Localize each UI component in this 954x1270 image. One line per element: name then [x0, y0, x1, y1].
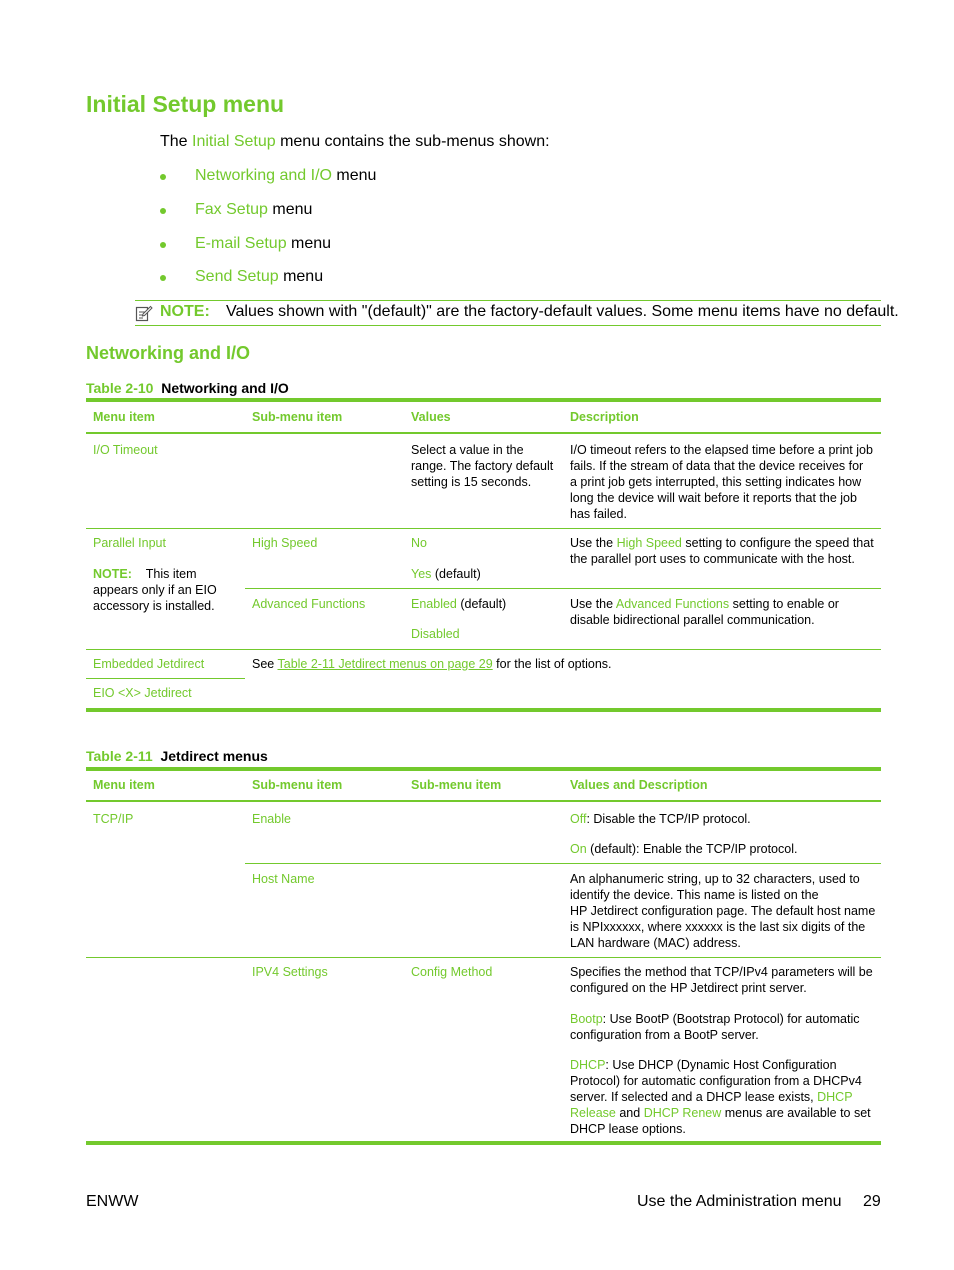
submenu-advanced-functions[interactable]: Advanced Functions	[252, 597, 366, 611]
menu-item-eio-jetdirect[interactable]: EIO <X> Jetdirect	[93, 686, 192, 700]
initial-setup-link[interactable]: Initial Setup	[192, 133, 276, 150]
column-header: Values	[411, 410, 451, 424]
io-timeout-values: Select a value in the range. The factory default setting is 15 seconds.	[411, 443, 554, 489]
bullet-icon	[160, 275, 166, 281]
row-divider	[86, 678, 245, 679]
config-method-description: Specifies the method that TCP/IPv4 parameters will be configured on the HP Jetdirect print server.	[570, 965, 873, 995]
table-top-rule	[86, 398, 881, 402]
section-title: Networking and I/O	[86, 343, 251, 363]
column-header: Values and Description	[570, 778, 708, 792]
table-bottom-rule	[86, 1141, 881, 1145]
value-on: On (default): Enable the TCP/IP protocol.	[570, 842, 798, 856]
table-top-rule	[86, 767, 881, 771]
page-number: 29	[863, 1193, 881, 1210]
note-text: Values shown with "(default)" are the factory-default values. Some menu items have no default.	[226, 303, 899, 320]
row-divider	[86, 649, 881, 650]
email-setup-link[interactable]: E-mail Setup	[195, 235, 287, 252]
header-rule	[86, 432, 881, 434]
column-header: Sub-menu item	[252, 410, 343, 424]
menu-item-io-timeout[interactable]: I/O Timeout	[93, 443, 158, 457]
value-off: Off: Disable the TCP/IP protocol.	[570, 812, 751, 826]
value-disabled[interactable]: Disabled	[411, 627, 460, 641]
send-setup-link[interactable]: Send Setup	[195, 268, 279, 285]
column-header: Menu item	[93, 410, 155, 424]
jetdirect-see-reference: See Table 2-11 Jetdirect menus on page 29 for the list of options.	[252, 657, 612, 671]
menu-item-parallel-input[interactable]: Parallel Input	[93, 536, 166, 550]
column-header: Menu item	[93, 778, 155, 792]
menu-item-tcpip[interactable]: TCP/IP	[93, 812, 134, 826]
submenu-host-name[interactable]: Host Name	[252, 872, 315, 886]
networking-io-link[interactable]: Networking and I/O	[195, 167, 332, 184]
table-bottom-rule	[86, 708, 881, 712]
submenu-enable[interactable]: Enable	[252, 812, 291, 826]
row-divider	[245, 863, 881, 864]
value-no[interactable]: No	[411, 536, 427, 550]
fax-setup-link[interactable]: Fax Setup	[195, 201, 268, 218]
column-header: Sub-menu item	[411, 778, 502, 792]
column-header: Sub-menu item	[252, 778, 343, 792]
header-rule	[86, 800, 881, 802]
table-caption: Table 2-11 Jetdirect menus	[86, 748, 268, 764]
submenu-config-method[interactable]: Config Method	[411, 965, 493, 979]
advanced-functions-description: Use the Advanced Functions setting to enable or disable bidirectional parallel communication.	[570, 597, 839, 627]
value-enabled: Enabled (default)	[411, 597, 507, 611]
high-speed-description: Use the High Speed setting to configure the speed that the parallel port uses to communicate with the host.	[570, 536, 874, 566]
footer-left: ENWW	[86, 1193, 139, 1210]
bootp-description: Bootp: Use BootP (Bootstrap Protocol) for automatic configuration from a BootP server.	[570, 1012, 860, 1042]
host-name-description: An alphanumeric string, up to 32 characters, used to identify the device. This name is listed on the HP Jetdirect configuration page. The default host name is NPIxxxxxx, where xxxxxx is the last six digits of the LAN hardware (MAC) address.	[570, 872, 876, 950]
bullet-icon	[160, 174, 166, 180]
note-label: NOTE:	[160, 303, 210, 320]
row-divider	[245, 588, 881, 589]
value-yes: Yes (default)	[411, 567, 481, 581]
table-caption: Table 2-10 Networking and I/O	[86, 380, 289, 396]
submenu-ipv4-settings[interactable]: IPV4 Settings	[252, 965, 328, 979]
table-2-11-link[interactable]: Table 2-11 Jetdirect menus on page 29	[277, 657, 493, 671]
dhcp-description: DHCP: Use DHCP (Dynamic Host Configuration Protocol) for automatic configuration from a DHCPv4 server. If selected and a DHCP lease exists, DHCP Release and DHCP Renew menus are available to set DHCP lease options.	[570, 1058, 871, 1136]
bullet-icon	[160, 208, 166, 214]
submenu-high-speed[interactable]: High Speed	[252, 536, 318, 550]
row-divider	[86, 528, 881, 529]
parallel-note: NOTE: This item appears only if an EIO accessory is installed.	[93, 567, 217, 613]
intro-text: The Initial Setup menu contains the sub-menus shown:	[160, 133, 550, 150]
note-box	[135, 300, 899, 326]
footer-section: Use the Administration menu	[637, 1193, 842, 1210]
note-pencil-icon	[135, 304, 153, 322]
menu-item-embedded-jetdirect[interactable]: Embedded Jetdirect	[93, 657, 205, 671]
page-title: Initial Setup menu	[86, 91, 285, 117]
io-timeout-description: I/O timeout refers to the elapsed time before a print job fails. If the stream of data that the device receives for a print job gets interrupted, this setting indicates how long the device will wait before it reports that the job has failed.	[570, 443, 873, 521]
row-divider	[86, 957, 881, 958]
bullet-icon	[160, 242, 166, 248]
column-header: Description	[570, 410, 639, 424]
